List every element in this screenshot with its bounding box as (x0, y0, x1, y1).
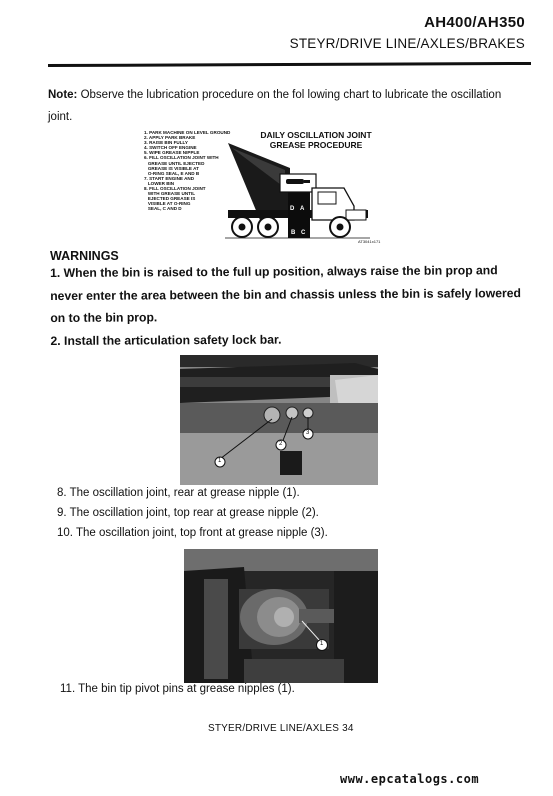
warnings-list (50, 259, 526, 352)
caption-10: 10. The oscillation joint, top front at grease nipple (3). (57, 527, 328, 539)
diagram-title-line1: DAILY OSCILLATION JOINT (260, 130, 372, 140)
photo2-callout-1: 1 (320, 641, 324, 647)
diagram-title-line2: GREASE PROCEDURE (269, 140, 363, 150)
diagram-step: EJECTED GREASE IS (144, 196, 196, 202)
diagram-step: 5. WIPE GREASE NIPPLE (144, 150, 200, 156)
diagram-step: VISIBLE AT O-RING (144, 201, 191, 207)
diagram-title (246, 130, 386, 150)
caption-11: 11. The bin tip pivot pins at grease nipples (1). (60, 683, 295, 695)
diagram-step-list (144, 130, 236, 212)
photo1-callout-3: 3 (306, 430, 310, 436)
diagram-label-c: C (301, 230, 306, 236)
diagram-step: LOWER BIN (144, 180, 175, 186)
diagram-step: WITH GREASE UNTIL (144, 191, 196, 197)
caption-9: 9. The oscillation joint, top rear at grease nipple (2). (57, 507, 319, 519)
caption-8: 8. The oscillation joint, rear at grease nipple (1). (57, 487, 300, 499)
header-rule (48, 62, 531, 67)
bin-tip-pivot-photo (184, 549, 378, 683)
diagram-step: 4. SWITCH OFF ENGINE (144, 145, 197, 151)
page-footer: STYER/DRIVE LINE/AXLES 34 (208, 723, 354, 734)
note-paragraph (48, 84, 518, 128)
diagram-step: 3. RAISE BIN FULLY (144, 140, 188, 146)
diagram-step: GREASE IS VISIBLE AT (144, 165, 199, 171)
diagram-label-b: B (291, 230, 296, 236)
note-label: Note: (48, 89, 78, 101)
warnings-title: WARNINGS (50, 249, 119, 263)
diagram-step: 8. FILL OSCILLATION JOINT (144, 186, 206, 192)
diagram-step: 1. PARK MACHINE ON LEVEL GROUND (144, 130, 231, 135)
photo1-callout-2: 2 (279, 441, 283, 447)
photo1-callout-1: 1 (218, 458, 222, 464)
diagram-figure-code: AT3041x171 (358, 239, 381, 244)
watermark-link[interactable]: www.epcatalogs.com (340, 772, 480, 786)
diagram-label-d: D (290, 206, 295, 212)
diagram-step: GREASE UNTIL EJECTED (144, 160, 205, 166)
warning-item: 1. When the bin is raised to the full up position, always raise the bin prop and never enter the area between the bin and chassis unless the bin is safely lowered on to the bin prop. (50, 263, 521, 325)
warning-item: 2. Install the articulation safety lock bar. (50, 332, 282, 348)
diagram-step: O-RING SEAL, E AND B (144, 170, 200, 176)
document-model-header: AH400/AH350 (424, 14, 525, 31)
document-section-header: STEYR/DRIVE LINE/AXLES/BRAKES (289, 36, 525, 51)
oscillation-joint-photo (180, 355, 378, 485)
diagram-step: 6. FILL OSCILLATION JOINT WITH (144, 155, 219, 161)
diagram-label-a: A (300, 206, 305, 212)
diagram-step: 7. START ENGINE AND (144, 175, 195, 181)
diagram-step: SEAL, C AND D (144, 206, 182, 212)
note-text: Observe the lubrication procedure on the fol lowing chart to lubricate the oscillation joint. (48, 89, 502, 123)
diagram-step: 2. APPLY PARK BRAKE (144, 135, 196, 141)
